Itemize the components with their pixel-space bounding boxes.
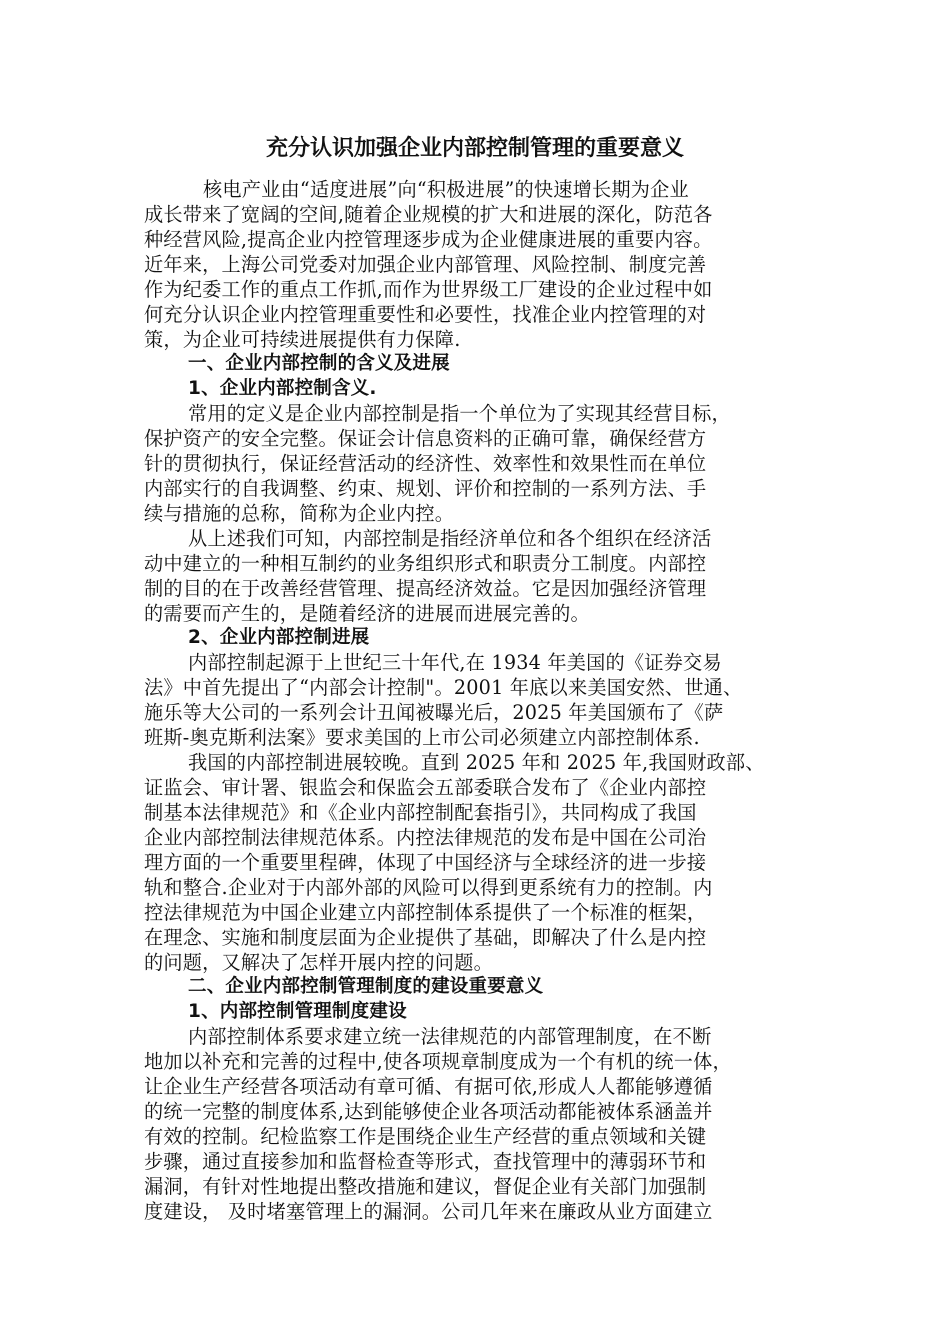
paragraph-line: 续与措施的总称，简称为企业内控。 bbox=[144, 502, 455, 525]
paragraph-line: 常用的定义是企业内部控制是指一个单位为了实现其经营目标， bbox=[188, 402, 731, 425]
paragraph-line: 制的目的在于改善经营管理、提高经济效益。它是因加强经济管理 bbox=[144, 577, 707, 600]
document-title: 充分认识加强企业内部控制管理的重要意义 bbox=[265, 136, 684, 161]
paragraph-line: 成长带来了宽阔的空间,随着企业规模的扩大和进展的深化，防范各 bbox=[144, 203, 713, 226]
paragraph-line: 理方面的一个重要里程碑，体现了中国经济与全球经济的进一步接 bbox=[144, 851, 707, 874]
paragraph-line: 近年来，上海公司党委对加强企业内部管理、风险控制、制度完善 bbox=[144, 253, 707, 276]
subsection-heading: 1、企业内部控制含义. bbox=[188, 378, 377, 399]
paragraph-line: 的问题，又解决了怎样开展内控的问题。 bbox=[144, 951, 493, 974]
paragraph-line: 从上述我们可知，内部控制是指经济单位和各个组织在经济活 bbox=[188, 527, 712, 550]
paragraph-line: 地加以补充和完善的过程中,使各项规章制度成为一个有机的统一体， bbox=[144, 1050, 732, 1073]
paragraph-line: 的统一完整的制度体系,达到能够使企业各项活动都能被体系涵盖并 bbox=[144, 1100, 713, 1123]
paragraph-line: 针的贯彻执行，保证经营活动的经济性、效率性和效果性而在单位 bbox=[144, 452, 707, 475]
paragraph-line: 内部控制起源于上世纪三十年代,在 1934 年美国的《证券交易 bbox=[188, 651, 722, 674]
paragraph-line: 步骤，通过直接参加和监督检查等形式，查找管理中的薄弱环节和 bbox=[144, 1150, 707, 1173]
paragraph-line: 核电产业由“适度进展”向“积极进展”的快速增长期为企业 bbox=[203, 178, 689, 201]
paragraph-line: 内部控制体系要求建立统一法律规范的内部管理制度，在不断 bbox=[188, 1025, 712, 1048]
paragraph-line: 种经营风险,提高企业内控管理逐步成为企业健康进展的重要内容。 bbox=[144, 228, 713, 251]
paragraph-line: 内部实行的自我调整、约束、规划、评价和控制的一系列方法、手 bbox=[144, 477, 707, 500]
paragraph-line: 法》中首先提出了“内部会计控制"。2001 年底以来美国安然、世通、 bbox=[144, 676, 743, 699]
paragraph-line: 作为纪委工作的重点工作抓,而作为世界级工厂建设的企业过程中如 bbox=[144, 278, 713, 301]
paragraph-line: 控法律规范为中国企业建立内部控制体系提供了一个标准的框架， bbox=[144, 901, 707, 924]
paragraph-line: 证监会、审计署、银监会和保监会五部委联合发布了《企业内部控 bbox=[144, 776, 707, 799]
paragraph-line: 施乐等大公司的一系列会计丑闻被曝光后，2025 年美国颁布了《萨 bbox=[144, 701, 724, 724]
paragraph-line: 在理念、实施和制度层面为企业提供了基础，即解决了什么是内控 bbox=[144, 926, 707, 949]
paragraph-line: 的需要而产生的，是随着经济的进展而进展完善的。 bbox=[144, 602, 590, 625]
paragraph-line: 保护资产的安全完整。保证会计信息资料的正确可靠，确保经营方 bbox=[144, 427, 707, 450]
paragraph-line: 让企业生产经营各项活动有章可循、有据可依,形成人人都能够遵循 bbox=[144, 1075, 713, 1098]
subsection-heading: 1、内部控制管理制度建设 bbox=[188, 1001, 407, 1022]
paragraph-line: 何充分认识企业内控管理重要性和必要性，找准企业内控管理的对 bbox=[144, 303, 707, 326]
paragraph-line: 度建设， 及时堵塞管理上的漏洞。公司几年来在廉政从业方面建立 bbox=[144, 1200, 713, 1223]
paragraph-line: 漏洞，有针对性地提出整改措施和建议，督促企业有关部门加强制 bbox=[144, 1175, 707, 1198]
paragraph-line: 动中建立的一种相互制约的业务组织形式和职责分工制度。内部控 bbox=[144, 552, 707, 575]
paragraph-line: 企业内部控制法律规范体系。内控法律规范的发布是中国在公司治 bbox=[144, 826, 707, 849]
paragraph-line: 有效的控制。纪检监察工作是围绕企业生产经营的重点领域和关键 bbox=[144, 1125, 707, 1148]
section-heading: 一、企业内部控制的含义及进展 bbox=[188, 353, 450, 374]
subsection-heading: 2、企业内部控制进展 bbox=[188, 627, 370, 648]
paragraph-line: 轨和整合.企业对于内部外部的风险可以得到更系统有力的控制。内 bbox=[144, 876, 713, 899]
paragraph-line: 班斯-奥克斯利法案》要求美国的上市公司必须建立内部控制体系. bbox=[144, 726, 700, 749]
paragraph-line: 我国的内部控制进展较晚。直到 2025 年和 2025 年,我国财政部、 bbox=[188, 751, 765, 774]
paragraph-line: 策，为企业可持续进展提供有力保障. bbox=[144, 328, 461, 351]
section-heading: 二、企业内部控制管理制度的建设重要意义 bbox=[188, 976, 544, 997]
paragraph-line: 制基本法律规范》和《企业内部控制配套指引》，共同构成了我国 bbox=[144, 801, 697, 824]
